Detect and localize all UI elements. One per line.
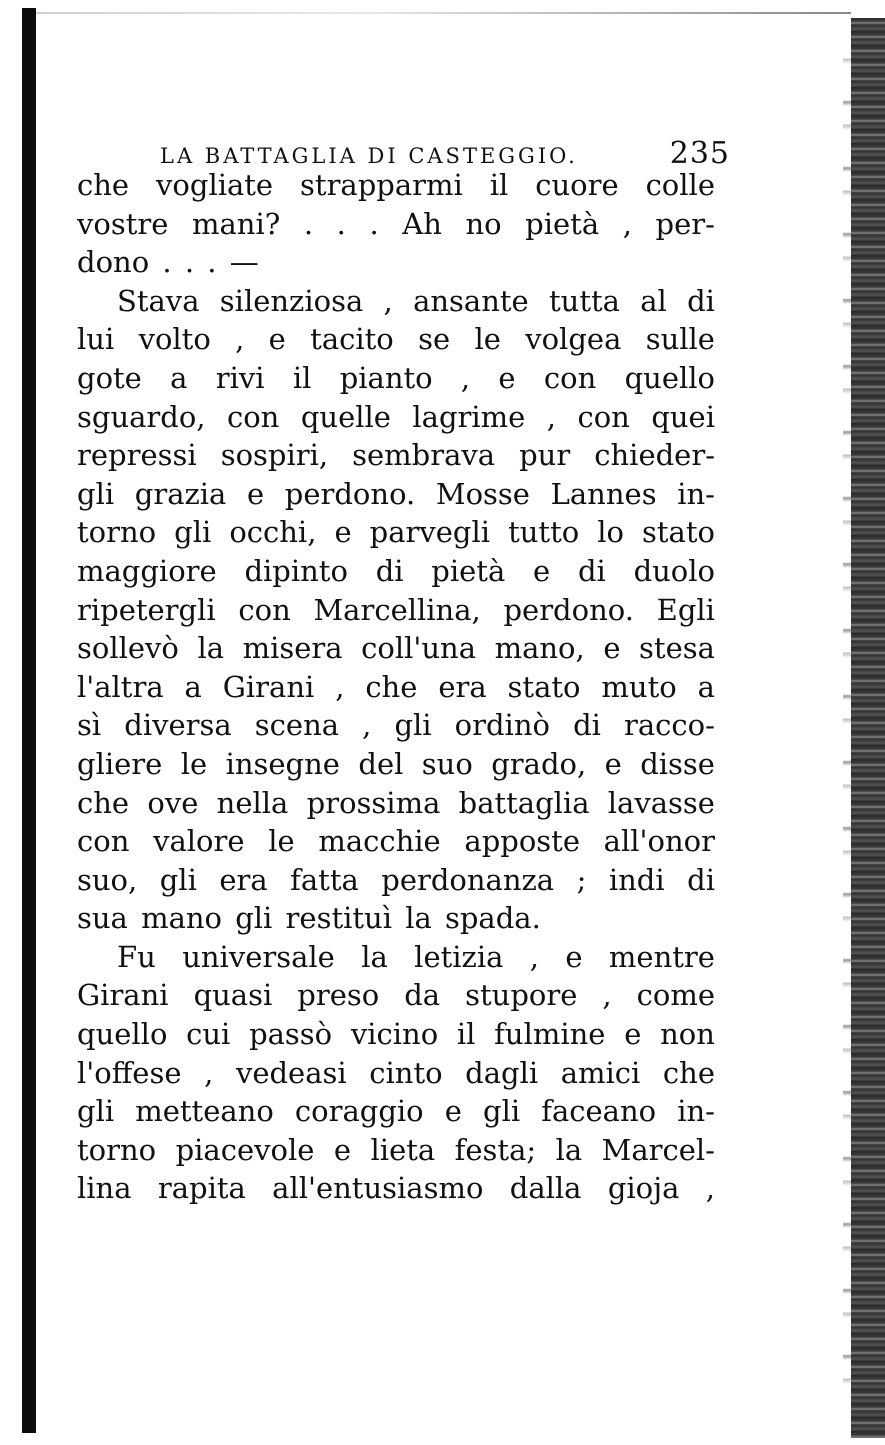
paragraph-start-line: Fu universale la letizia , e mentre xyxy=(117,939,715,974)
binding-edge xyxy=(22,8,36,1433)
page-top-edge xyxy=(36,12,851,14)
text-line: vostre mani? . . . Ah no pietà , per- xyxy=(77,206,715,241)
text-line: ripetergli con Marcellina, perdono. Egli xyxy=(77,592,715,627)
paragraph-start-line: Stava silenziosa , ansante tutta al di xyxy=(117,283,715,318)
text-line: lui volto , e tacito se le volgea sulle xyxy=(77,322,715,357)
text-line: dono . . . — xyxy=(77,245,259,280)
text-line: sua mano gli restituì la spada. xyxy=(77,901,541,936)
page-right-edge xyxy=(851,18,885,1438)
text-line: sollevò la misera coll'una mano, e stesa xyxy=(77,631,715,666)
text-line: che ove nella prossima battaglia lavasse xyxy=(77,785,715,820)
text-line: gli grazia e perdono. Mosse Lannes in- xyxy=(77,476,715,511)
body-text xyxy=(77,166,715,1208)
text-line: con valore le macchie apposte all'onor xyxy=(77,824,715,859)
text-line: repressi sospiri, sembrava pur chieder- xyxy=(77,438,715,473)
text-line: gli metteano coraggio e gli faceano in- xyxy=(77,1094,715,1129)
text-line: che vogliate strapparmi il cuore colle xyxy=(77,168,715,202)
text-line: sguardo, con quelle lagrime , con quei xyxy=(77,399,715,434)
text-line: gliere le insegne del suo grado, e disse xyxy=(77,746,715,781)
text-line: torno piacevole e lieta festa; la Marcel- xyxy=(77,1132,715,1167)
page-edge-shadow xyxy=(843,40,851,1420)
text-line: l'altra a Girani , che era stato muto a xyxy=(77,669,715,704)
text-line: sì diversa scena , gli ordinò di racco- xyxy=(77,708,715,743)
text-line: maggiore dipinto di pietà e di duolo xyxy=(77,553,715,588)
text-line: Girani quasi preso da stupore , come xyxy=(77,978,715,1013)
text-line: quello cui passò vicino il fulmine e non xyxy=(77,1017,715,1052)
text-line: torno gli occhi, e parvegli tutto lo stato xyxy=(77,515,715,550)
text-line: lina rapita all'entusiasmo dalla gioja , xyxy=(77,1171,715,1206)
text-line: suo, gli era fatta perdonanza ; indi di xyxy=(77,862,715,897)
text-line: l'offese , vedeasi cinto dagli amici che xyxy=(77,1055,715,1090)
page-number: 235 xyxy=(669,136,730,171)
running-title: LA BATTAGLIA DI CASTEGGIO. xyxy=(160,144,578,168)
text-line: gote a rivi il pianto , e con quello xyxy=(77,360,715,395)
